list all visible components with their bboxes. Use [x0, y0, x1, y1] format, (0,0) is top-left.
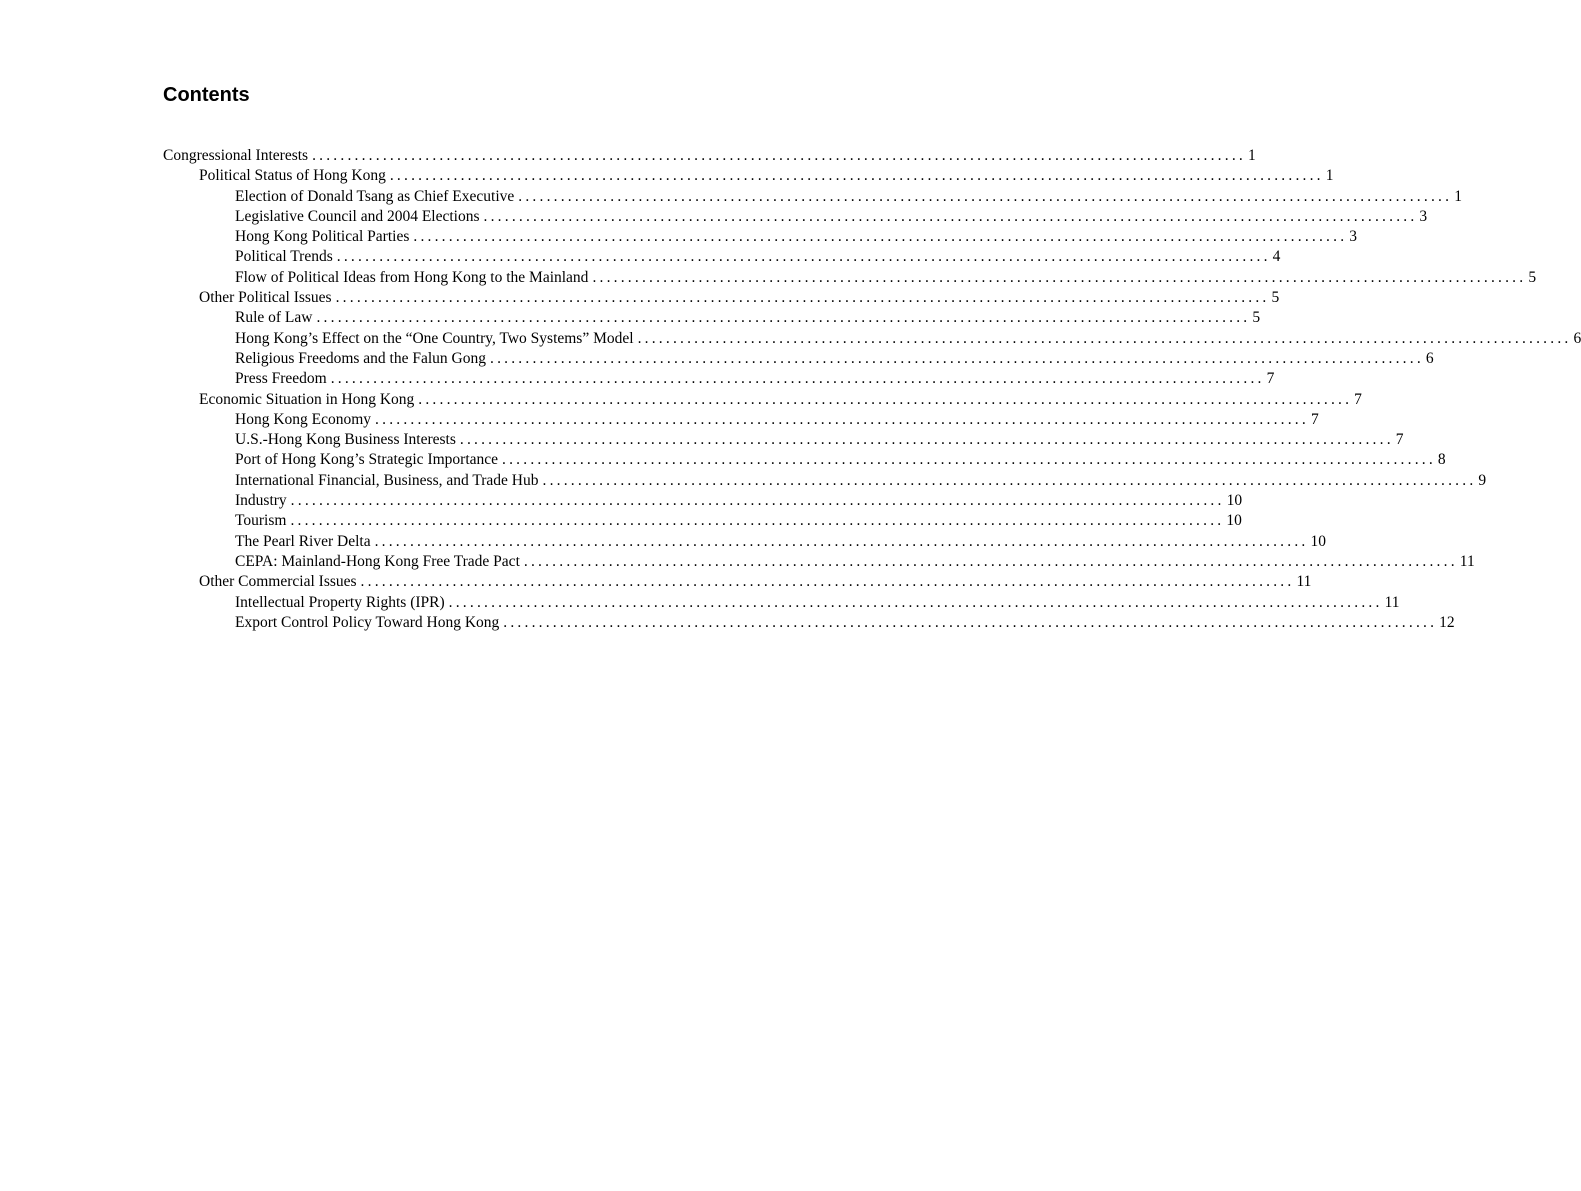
toc-entry[interactable] [163, 207, 1428, 227]
toc-entry-title: Political Status of Hong Kong [199, 167, 386, 185]
toc-page-number: 5 [1252, 309, 1261, 327]
toc-entry-title: Rule of Law [235, 309, 313, 327]
toc-entry-title: U.S.-Hong Kong Business Interests [235, 431, 456, 449]
table-of-contents [163, 146, 1581, 633]
toc-page-number: 3 [1419, 207, 1428, 225]
toc-entry[interactable] [163, 593, 1400, 613]
toc-entry-title: Other Commercial Issues [199, 573, 357, 591]
toc-page-number: 7 [1354, 390, 1362, 408]
toc-dot-leader: .................................................................................................................................... [360, 573, 1295, 591]
toc-page-number: 7 [1310, 410, 1319, 428]
toc-dot-leader: .................................................................................................................................... [290, 492, 1225, 510]
toc-entry-title: Press Freedom [235, 370, 327, 388]
toc-dot-leader: .................................................................................................................................... [503, 613, 1438, 631]
toc-entry-title: Political Trends [235, 248, 333, 266]
toc-page-number: 7 [1266, 370, 1275, 388]
toc-dot-leader: .................................................................................................................................... [542, 471, 1477, 489]
toc-entry-title: Flow of Political Ideas from Hong Kong to the Mainland [235, 268, 589, 286]
toc-entry[interactable] [163, 572, 1312, 592]
toc-dot-leader: .................................................................................................................................... [330, 370, 1265, 388]
toc-entry[interactable] [163, 491, 1243, 511]
toc-entry-title: Tourism [235, 512, 287, 530]
toc-entry[interactable] [163, 410, 1319, 430]
toc-page-number: 10 [1310, 532, 1326, 550]
toc-dot-leader: .................................................................................................................................... [502, 451, 1436, 469]
toc-page-number: 12 [1439, 613, 1455, 631]
toc-entry[interactable] [163, 187, 1462, 207]
toc-entry-title: The Pearl River Delta [235, 532, 371, 550]
toc-entry-title: Hong Kong’s Effect on the “One Country, Two Systems” Model [235, 329, 634, 347]
toc-entry[interactable] [163, 349, 1434, 369]
toc-entry[interactable] [163, 227, 1358, 247]
toc-dot-leader: .................................................................................................................................... [518, 187, 1453, 205]
toc-entry-title: Hong Kong Economy [235, 410, 372, 428]
toc-entry[interactable] [163, 511, 1242, 531]
toc-entry-title: Legislative Council and 2004 Elections [235, 207, 480, 225]
toc-entry[interactable] [163, 471, 1487, 491]
toc-dot-leader: .................................................................................................................................... [335, 289, 1270, 307]
toc-dot-leader: .................................................................................................................................... [374, 532, 1309, 550]
toc-entry[interactable] [163, 329, 1581, 349]
toc-entry[interactable] [163, 450, 1446, 470]
toc-dot-leader: .................................................................................................................................... [523, 552, 1458, 570]
toc-entry[interactable] [163, 613, 1455, 633]
toc-page-number: 1 [1454, 187, 1462, 205]
toc-entry[interactable] [163, 146, 1256, 166]
toc-page-number: 3 [1349, 228, 1358, 246]
toc-dot-leader: .................................................................................................................................... [592, 268, 1527, 286]
toc-page-number: 7 [1395, 431, 1404, 449]
toc-dot-leader: .................................................................................................................................... [413, 228, 1348, 246]
toc-entry[interactable] [163, 268, 1537, 288]
toc-entry[interactable] [163, 308, 1261, 328]
toc-entry[interactable] [163, 532, 1326, 552]
toc-page-number: 11 [1384, 593, 1400, 611]
toc-entry-title: Hong Kong Political Parties [235, 228, 410, 246]
toc-entry[interactable] [163, 390, 1362, 410]
toc-dot-leader: .................................................................................................................................... [637, 329, 1572, 347]
toc-entry-title: Other Political Issues [199, 289, 332, 307]
contents-heading: Contents [163, 84, 250, 106]
toc-entry-title: Port of Hong Kong’s Strategic Importance [235, 451, 499, 469]
toc-page-number: 6 [1425, 349, 1434, 367]
toc-dot-leader: .................................................................................................................................... [375, 410, 1309, 428]
toc-page-number: 5 [1271, 289, 1280, 307]
toc-entry-title: Religious Freedoms and the Falun Gong [235, 349, 486, 367]
toc-entry-title: CEPA: Mainland-Hong Kong Free Trade Pact [235, 552, 520, 570]
toc-entry-title: Congressional Interests [163, 147, 309, 164]
toc-page-number: 9 [1478, 471, 1487, 489]
toc-entry[interactable] [163, 288, 1280, 308]
toc-page-number: 11 [1296, 573, 1312, 591]
toc-page-number: 10 [1226, 492, 1243, 510]
toc-entry-title: Economic Situation in Hong Kong [199, 390, 415, 408]
toc-page-number: 8 [1437, 451, 1446, 469]
toc-entry-title: Election of Donald Tsang as Chief Executive [235, 187, 515, 205]
toc-entry[interactable] [163, 247, 1281, 267]
toc-dot-leader: .................................................................................................................................... [490, 349, 1424, 367]
toc-entry[interactable] [163, 166, 1334, 186]
toc-dot-leader: .................................................................................................................................... [336, 248, 1271, 266]
toc-entry-title: International Financial, Business, and Trade Hub [235, 471, 539, 489]
toc-dot-leader: .................................................................................................................................... [483, 207, 1418, 225]
toc-entry[interactable] [163, 552, 1475, 572]
toc-page-number: 4 [1272, 248, 1281, 266]
toc-dot-leader: .................................................................................................................................... [389, 167, 1324, 185]
toc-entry-title: Industry [235, 492, 287, 510]
toc-entry[interactable] [163, 430, 1404, 450]
toc-entry[interactable] [163, 369, 1275, 389]
toc-page-number: 6 [1573, 329, 1581, 347]
toc-page-number: 1 [1325, 167, 1334, 185]
toc-dot-leader: .................................................................................................................................... [459, 431, 1394, 449]
toc-dot-leader: .................................................................................................................................... [418, 390, 1353, 408]
toc-dot-leader: .................................................................................................................................... [448, 593, 1383, 611]
toc-entry-title: Intellectual Property Rights (IPR) [235, 593, 445, 611]
toc-dot-leader: .................................................................................................................................... [290, 512, 1225, 530]
toc-dot-leader: .................................................................................................................................... [312, 147, 1246, 164]
toc-page-number: 10 [1226, 512, 1242, 530]
toc-entry-title: Export Control Policy Toward Hong Kong [235, 613, 500, 631]
toc-page-number: 11 [1459, 552, 1475, 570]
toc-page-number: 5 [1528, 268, 1537, 286]
toc-dot-leader: .................................................................................................................................... [316, 309, 1251, 327]
toc-page-number: 1 [1247, 147, 1256, 164]
